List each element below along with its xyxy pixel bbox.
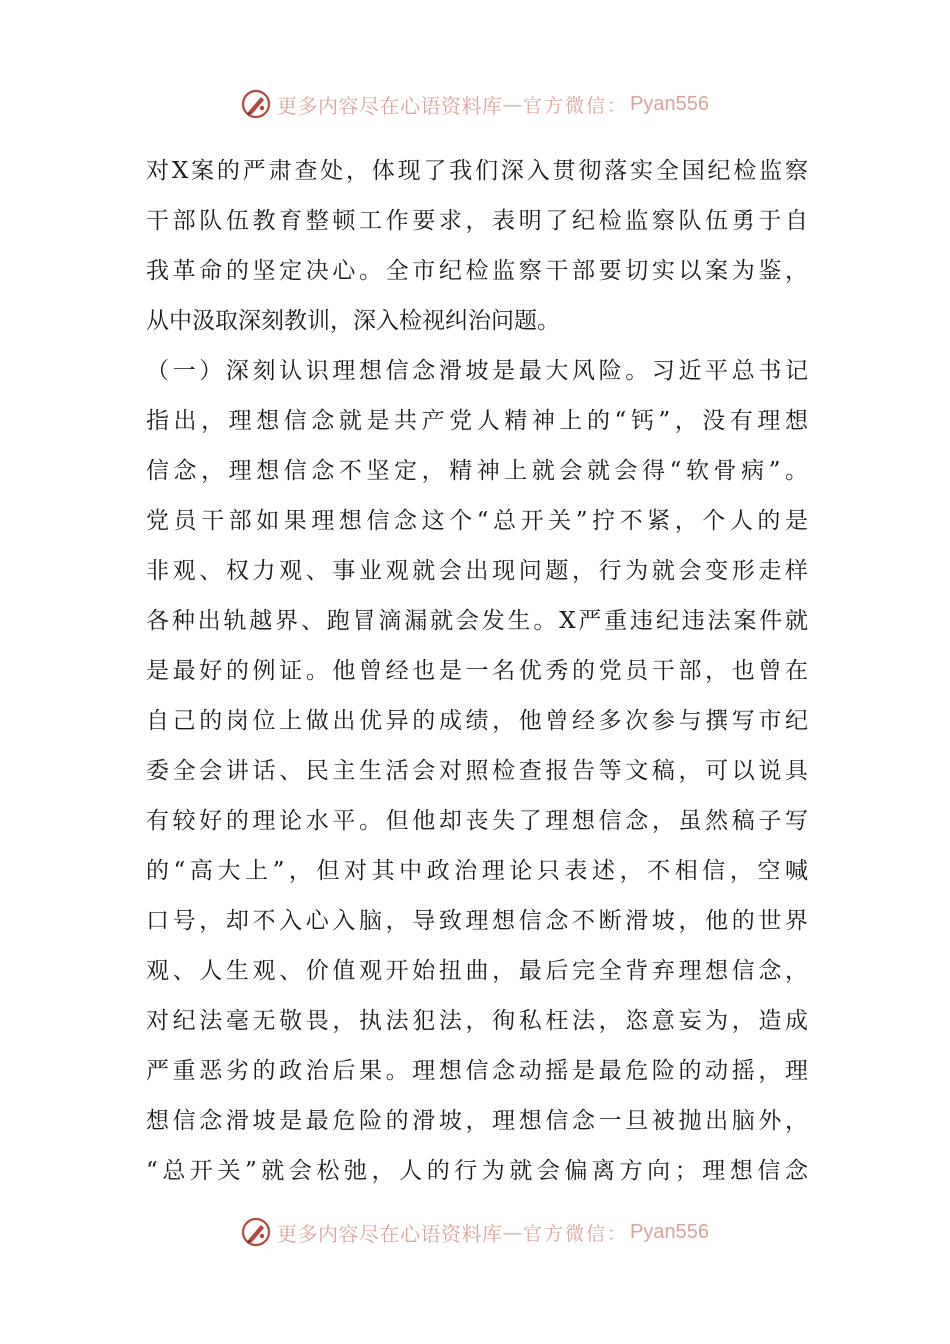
body-line: 想信念滑坡是最危险的滑坡，理想信念一旦被抛出脑外，: [146, 1108, 808, 1134]
body-line: “总开关”就会松弛，人的行为就会偏离方向；理想信念: [146, 1158, 808, 1184]
body-line: 我革命的坚定决心。全市纪检监察干部要切实以案为鉴，: [146, 258, 808, 284]
body-line: 自己的岗位上做出优异的成绩，他曾经多次参与撰写市纪: [146, 708, 808, 734]
body-line: 有较好的理论水平。但他却丧失了理想信念，虽然稿子写: [146, 808, 808, 834]
site-name-text: 更多内容尽在心语资料库: [277, 93, 503, 118]
body-line: （一）深刻认识理想信念滑坡是最大风险。习近平总书记: [146, 358, 808, 384]
body-line: 干部队伍教育整顿工作要求，表明了纪检监察队伍勇于自: [146, 208, 808, 234]
body-line: 党员干部如果理想信念这个“总开关”拧不紧，个人的是: [146, 508, 808, 534]
body-line: 对纪法毫无敬畏，执法犯法，徇私枉法，恣意妄为，造成: [146, 1008, 808, 1034]
wechat-label: 官方微信：: [523, 94, 629, 117]
body-line: 从中汲取深刻教训，深入检视纠治问题。: [146, 308, 560, 334]
footer-watermark-banner: [0, 1212, 950, 1252]
wechat-id: Pyan556: [630, 92, 709, 115]
body-line: 信念，理想信念不坚定，精神上就会就会得“软骨病”。: [146, 458, 808, 484]
body-line: 指出，理想信念就是共产党人精神上的“钙”，没有理想: [146, 408, 808, 434]
body-line: 是最好的例证。他曾经也是一名优秀的党员干部，也曾在: [146, 658, 808, 684]
body-line: 口号，却不入心入脑，导致理想信念不断滑坡，他的世界: [146, 908, 808, 934]
pen-logo-icon: [241, 89, 271, 119]
body-line: 严重恶劣的政治后果。理想信念动摇是最危险的动摇，理: [146, 1058, 808, 1084]
banner-dash: —: [502, 92, 523, 116]
pen-logo-icon: [241, 1217, 271, 1247]
wechat-id: Pyan556: [630, 1220, 709, 1243]
body-line: 观、人生观、价值观开始扭曲，最后完全背弃理想信念，: [146, 958, 808, 984]
body-line: 的“高大上”，但对其中政治理论只表述，不相信，空喊: [146, 858, 808, 884]
header-watermark-banner: [0, 84, 950, 124]
body-line: 各种出轨越界、跑冒滴漏就会发生。X严重违纪违法案件就: [146, 608, 808, 634]
wechat-label: 官方微信：: [523, 1222, 629, 1245]
body-line: 非观、权力观、事业观就会出现问题，行为就会变形走样: [146, 558, 808, 584]
banner-dash: —: [502, 1220, 523, 1244]
body-text: [146, 146, 808, 1196]
body-line: 对X案的严肃查处，体现了我们深入贯彻落实全国纪检监察: [146, 158, 808, 184]
body-line: 委全会讲话、民主生活会对照检查报告等文稿，可以说具: [146, 758, 808, 784]
site-name-text: 更多内容尽在心语资料库: [277, 1221, 503, 1246]
